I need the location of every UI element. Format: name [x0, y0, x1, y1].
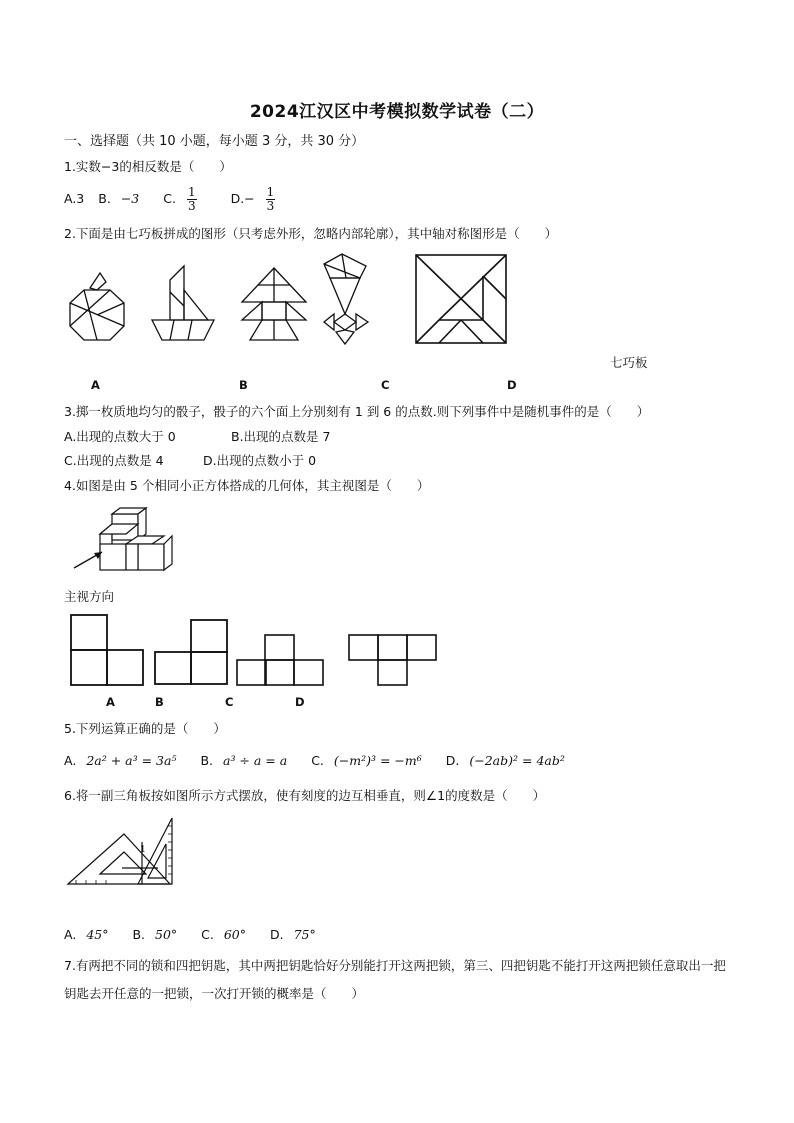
q2-label-c: C — [381, 378, 390, 392]
q6-option-d — [270, 927, 326, 942]
angle-1-label: 1 — [140, 845, 146, 855]
q5-b-prefix: B. — [200, 753, 213, 768]
question-4-stem: 4.如图是由 5 个相同小正方体搭成的几何体，其主视图是（ ） — [64, 478, 430, 493]
q2-label-d: D — [507, 378, 517, 392]
q6-option-b — [132, 927, 187, 942]
q3-option-c: C.出现的点数是 4 — [64, 453, 164, 468]
q1-c-denominator: 3 — [187, 199, 196, 213]
q4-label-a: A — [106, 695, 115, 709]
q6-option-c — [201, 927, 256, 942]
set-squares-figure — [66, 816, 178, 888]
question-5-stem: 5.下列运算正确的是（ ） — [64, 721, 226, 736]
q2-label-a: A — [91, 378, 100, 392]
q6-d-prefix: D. — [270, 927, 284, 942]
question-1-options — [64, 182, 305, 216]
q1-option-b — [98, 191, 149, 206]
q4-label-d: D — [295, 695, 305, 709]
tangram-figure-a — [62, 268, 132, 348]
q1-b-prefix: B. — [98, 191, 111, 206]
tangram-figure-b — [148, 262, 220, 344]
front-view-option-d — [348, 634, 438, 686]
q1-d-prefix: D.− — [230, 191, 255, 206]
q5-option-d — [446, 753, 575, 768]
page-title: 2024江汉区中考模拟数学试卷（二） — [249, 102, 545, 122]
question-6-stem: 6.将一副三角板按如图所示方式摆放，使有刻度的边互相垂直，则∠1的度数是（ ） — [64, 788, 546, 803]
q6-c-prefix: C. — [201, 927, 214, 942]
question-1-stem: 1.实数−3的相反数是（ ） — [64, 159, 232, 174]
q1-d-denominator: 3 — [266, 199, 275, 213]
q3-option-d: D.出现的点数小于 0 — [203, 453, 317, 468]
q6-a-value: 45° — [86, 927, 109, 942]
q5-a-prefix: A. — [64, 753, 77, 768]
front-view-option-c — [236, 634, 326, 686]
tangram-square-figure — [415, 254, 507, 344]
front-view-option-a — [70, 614, 146, 686]
q4-label-c: C — [225, 695, 234, 709]
q5-b-expression: a³ ÷ a = a — [223, 753, 288, 768]
q5-option-b — [200, 753, 297, 768]
q6-a-prefix: A. — [64, 927, 77, 942]
q6-d-value: 75° — [293, 927, 316, 942]
q1-b-value: −3 — [120, 191, 140, 206]
q6-b-prefix: B. — [132, 927, 146, 942]
q1-d-fraction — [266, 186, 286, 213]
tangram-figure-c — [236, 262, 312, 344]
tangram-caption: 七巧板 — [610, 355, 648, 370]
q4-label-b: B — [155, 695, 164, 709]
q5-c-prefix: C. — [311, 753, 324, 768]
q3-option-a: A.出现的点数大于 0 — [64, 429, 176, 444]
question-5-options — [64, 752, 585, 770]
section-heading: 一、选择题（共 10 小题，每小题 3 分，共 30 分） — [64, 134, 365, 149]
q1-c-numerator: 1 — [187, 185, 196, 199]
q6-c-value: 60° — [223, 927, 247, 942]
question-6-options — [64, 926, 336, 944]
q1-c-fraction — [187, 186, 207, 213]
front-view-option-b — [154, 619, 230, 685]
q1-option-d — [230, 185, 296, 213]
question-2-stem: 2.下面是由七巧板拼成的图形（只考虑外形，忽略内部轮廓），其中轴对称图形是（ ） — [64, 226, 558, 241]
q1-c-prefix: C. — [163, 191, 176, 206]
q1-option-c — [163, 185, 216, 213]
q5-option-c — [311, 753, 432, 768]
q6-b-value: 50° — [155, 927, 178, 942]
cube-solid-figure — [72, 512, 180, 574]
q5-option-a — [64, 753, 186, 768]
q3-option-b: B.出现的点数是 7 — [231, 429, 331, 444]
q5-d-prefix: D. — [445, 753, 460, 768]
q5-d-expression: (−2ab)² = 4ab² — [469, 753, 565, 768]
q5-a-expression: 2a² + a³ = 3a⁵ — [86, 753, 177, 768]
question-7-stem: 7.有两把不同的锁和四把钥匙，其中两把钥匙恰好分别能打开这两把锁，第三、四把钥匙不能打开这两把锁任意取出一把钥匙去开任意的一把锁，一次打开锁的概率是（ ） — [64, 958, 726, 1001]
q2-label-b: B — [239, 378, 248, 392]
q6-option-a — [64, 927, 118, 942]
q5-c-expression: (−m²)³ = −m⁶ — [333, 753, 422, 768]
q4-view-direction-label: 主视方向 — [64, 589, 115, 604]
q1-option-a: A.3 — [64, 191, 85, 206]
tangram-figure-d — [320, 252, 372, 348]
question-3-stem: 3.掷一枚质地均匀的骰子，骰子的六个面上分别刻有 1 到 6 的点数.则下列事件中是随机事件的是（ ） — [64, 404, 650, 419]
q1-d-numerator: 1 — [266, 185, 275, 199]
